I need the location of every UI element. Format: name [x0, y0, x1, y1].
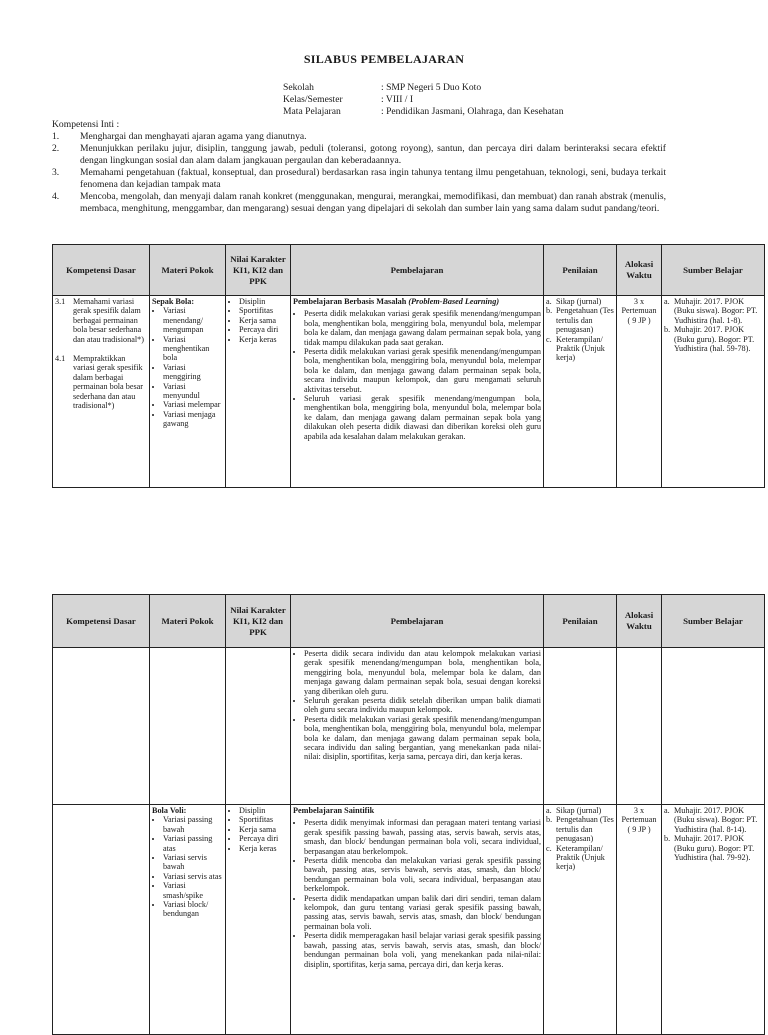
ki-item: [52, 191, 666, 215]
sumber-letter: a.: [664, 806, 670, 815]
syllabus-table-2: [52, 594, 765, 1035]
penilaian-text: Pengetahuan (Tes tertulis dan penugasan): [556, 815, 614, 844]
header-sumber: Sumber Belajar: [662, 245, 765, 296]
info-row-subject: [283, 106, 564, 118]
nilai-cell: [226, 805, 291, 1035]
pembelajaran-title: Pembelajaran Saintifik: [293, 806, 375, 815]
header-materi: Materi Pokok: [150, 245, 226, 296]
sumber-cell: [662, 296, 765, 488]
pembelajaran-item: • Seluruh variasi gerak spesifik menendang/mengumpan bola, menghentikan bola, menggiring bola, menyundul bola, melempar bola ke dalam, dan menjaga gawang dalam permainan sepak bola yang dilakukan oleh peserta didik diawasi dan diberikan koreksi oleh guru apabila ada kesalahan dalam melakukan gerakan.: [304, 394, 541, 441]
kd-item: [55, 354, 147, 410]
ki-item: [52, 143, 666, 167]
materi-item: • Variasi smash/spike: [163, 881, 223, 900]
materi-item: • Variasi menendang/ mengumpan: [163, 306, 223, 334]
sumber-item: [664, 297, 762, 325]
materi-item: • Variasi melempar: [163, 400, 223, 409]
kd-item: [55, 297, 147, 344]
ki-text: Memahami pengetahuan (faktual, konseptual, dan prosedural) berdasarkan rasa ingin tahunya tentang ilmu pengetahuan, teknologi, seni, budaya terkait fenomena dan kejadian tampak mata: [80, 167, 666, 190]
nilai-cell: [226, 296, 291, 488]
sumber-text: Muhajir. 2017. PJOK (Buku guru). Bogor: PT. Yudhistira (hal. 59-78).: [674, 325, 755, 354]
pembelajaran-cell: [291, 648, 544, 805]
materi-item: • Variasi menghentikan bola: [163, 335, 223, 363]
header-pembelajaran: Pembelajaran: [291, 595, 544, 648]
info-value: : VIII / I: [381, 94, 414, 105]
materi-cell: [150, 296, 226, 488]
info-key: Mata Pelajaran: [283, 106, 341, 117]
penilaian-item: [546, 306, 614, 334]
sumber-letter: b.: [664, 325, 671, 335]
penilaian-text: Sikap (jurnal): [556, 297, 602, 306]
nilai-item: • Percaya diri: [239, 325, 288, 334]
header-nilai: Nilai Karakter KI1, KI2 dan PPK: [226, 245, 291, 296]
kd-number: 3.1: [55, 297, 66, 306]
pembelajaran-item: • Peserta didik mencoba dan melakukan variasi gerak spesifik passing bawah, passing atas, servis bawah, servis atas, smash, dan block/ bendungan permainan bola voli, secara individual, berpasangan atau berkelompok.: [304, 856, 541, 894]
sumber-text: Muhajir. 2017. PJOK (Buku guru). Bogor: PT. Yudhistira (hal. 79-92).: [674, 834, 755, 863]
header-materi: Materi Pokok: [150, 595, 226, 648]
pembelajaran-item: • Peserta didik melakukan variasi gerak spesifik menendang/mengumpan bola, menghentikan bola, menggiring bola, menyundul bola, melempar bola ke dalam, dan menjaga gawang dalam permainan sepak bola, yang tidak mampu dilakukan pada saat gerakan.: [304, 309, 541, 347]
nilai-cell: [226, 648, 291, 805]
ki-number: 4.: [52, 191, 60, 202]
penilaian-cell: [544, 296, 617, 488]
penilaian-letter: b.: [546, 306, 553, 316]
document-title: SILABUS PEMBELAJARAN: [303, 52, 465, 66]
pembelajaran-cell: [291, 296, 544, 488]
nilai-item: • Percaya diri: [239, 834, 288, 843]
info-key: Sekolah: [283, 82, 314, 93]
penilaian-item: [546, 844, 614, 872]
pembelajaran-item: • Peserta didik mendapatkan umpan balik dari diri sendiri, teman dalam kelompok, dan guru tentang variasi gerak spesifik passing bawah, passing atas, servis bawah, servis atas, smash, dan block/ bendungan permainan bola voli.: [304, 894, 541, 932]
alokasi-cell: [617, 648, 662, 805]
nilai-item: • Kerja keras: [239, 844, 288, 853]
sumber-item: [664, 834, 762, 862]
penilaian-text: Pengetahuan (Tes tertulis dan penugasan): [556, 306, 614, 335]
penilaian-item: [546, 806, 614, 815]
table-header-row: [53, 595, 765, 648]
ki-text: Mencoba, mengolah, dan menyaji dalam ranah konkret (menggunakan, mengurai, merangkai, memodifikasi, dan membuat) dan ranah abstrak (menulis, membaca, menghitung, menggambar, dan mengarang) sesuai dengan yang dipelajari di sekolah dan sumber lain yang sama dalam sudut pandang/teori.: [80, 191, 666, 214]
alokasi-pertemuan: 3 x Pertemuan: [621, 297, 657, 316]
pembelajaran-cell: [291, 805, 544, 1035]
materi-cell: [150, 648, 226, 805]
materi-item: • Variasi menjaga gawang: [163, 410, 223, 429]
sumber-cell: [662, 648, 765, 805]
kd-cell: [53, 648, 150, 805]
penilaian-cell: [544, 648, 617, 805]
header-nilai: Nilai Karakter KI1, KI2 dan PPK: [226, 595, 291, 648]
kd-cell: [53, 805, 150, 1035]
nilai-item: • Disiplin: [239, 806, 288, 815]
ki-item: [52, 167, 666, 191]
penilaian-cell: [544, 805, 617, 1035]
nilai-item: • Disiplin: [239, 297, 288, 306]
kd-number: 4.1: [55, 354, 66, 364]
nilai-item: • Sportifitas: [239, 815, 288, 824]
info-value: : Pendidikan Jasmani, Olahraga, dan Kesehatan: [381, 106, 564, 117]
penilaian-item: [546, 815, 614, 843]
materi-item: • Variasi passing atas: [163, 834, 223, 853]
ki-item: [52, 131, 666, 143]
ki-heading: Kompetensi Inti :: [52, 119, 120, 130]
nilai-item: • Sportifitas: [239, 306, 288, 315]
materi-item: • Variasi servis bawah: [163, 853, 223, 872]
table-row: [53, 648, 765, 805]
sumber-letter: a.: [664, 297, 670, 306]
school-info: [283, 82, 564, 118]
info-row-class: [283, 94, 564, 106]
header-kd: Kompetensi Dasar: [53, 245, 150, 296]
penilaian-item: [546, 297, 614, 306]
penilaian-letter: a.: [546, 297, 552, 306]
header-pembelajaran: Pembelajaran: [291, 245, 544, 296]
table-row: [53, 296, 765, 488]
penilaian-text: Keterampilan/ Praktik (Unjuk kerja): [556, 334, 605, 363]
sumber-text: Muhajir. 2017. PJOK (Buku siswa). Bogor: PT. Yudhistira (hal. 1-8).: [674, 297, 758, 325]
header-alokasi: Alokasi Waktu: [617, 245, 662, 296]
pembelajaran-item: • Peserta didik melakukan variasi gerak spesifik menendang/mengumpan bola, menghentikan bola, menggiring bola, menyundul bola, melempar bola ke dalam, dan menjaga gawang dalam permainan sepak bola, secara individu maupun kelompok, dan guru mengamati seluruh aktivitas tersebut.: [304, 347, 541, 394]
materi-item: • Variasi menggiring: [163, 363, 223, 382]
nilai-item: • Kerja keras: [239, 335, 288, 344]
table-header-row: [53, 245, 765, 296]
info-key: Kelas/Semester: [283, 94, 343, 105]
pembelajaran-item: • Seluruh gerakan peserta didik setelah diberikan umpan balik diamati oleh guru secara individu maupun kelompok.: [304, 696, 541, 715]
materi-title: Bola Voli:: [152, 806, 187, 815]
kd-text: Mempraktikkan variasi gerak spesifik dalam berbagai permainan bola besar sederhana dan atau tradisional*): [73, 354, 144, 411]
penilaian-letter: a.: [546, 806, 552, 815]
materi-cell: [150, 805, 226, 1035]
penilaian-text: Keterampilan/ Praktik (Unjuk kerja): [556, 843, 605, 872]
ki-text: Menghargai dan menghayati ajaran agama yang dianutnya.: [80, 131, 307, 142]
pembelajaran-item: • Peserta didik memperagakan hasil belajar variasi gerak spesifik passing bawah, passing atas, servis bawah, servis atas, smash, dan block/ bendungan permainan bola voli, yang menekankan pada nilai-nilai: disiplin, sportifitas, kerja sama, percaya diri, dan kerja keras.: [304, 931, 541, 969]
ki-number: 1.: [52, 131, 60, 142]
materi-item: • Variasi block/ bendungan: [163, 900, 223, 919]
info-value: : SMP Negeri 5 Duo Koto: [381, 82, 482, 93]
penilaian-letter: c.: [546, 334, 552, 344]
pembelajaran-item: • Peserta didik secara individu dan atau kelompok melakukan variasi gerak spesifik menendang/mengumpan bola, menghentikan bola, menggiring bola, menyundul bola, melempar bola ke dalam, dan menjaga gawang dalam permainan sepak bola, sesuai dengan koreksi yang diberikan oleh guru.: [304, 649, 541, 696]
ki-number: 2.: [52, 143, 60, 154]
pembelajaran-item: • Peserta didik menyimak informasi dan peragaan materi tentang variasi gerak spesifik passing bawah, passing atas, servis bawah, servis atas, smash, dan block/ bendungan permainan bola voli, secara individual, berpasangan atau berkelompok.: [304, 818, 541, 856]
sumber-item: [664, 806, 762, 834]
ki-number: 3.: [52, 167, 60, 178]
kd-text: Memahami variasi gerak spesifik dalam berbagai permainan bola besar sederhana dan atau tradisional*): [73, 297, 144, 344]
penilaian-text: Sikap (jurnal): [556, 806, 602, 815]
pembelajaran-item: • Peserta didik melakukan variasi gerak spesifik menendang/mengumpan bola, menghentikan bola, menggiring bola, menyundul bola, melempar bola ke dalam, dan menjaga gawang dalam permainan sepak bola, secara individu dan saling bergantian, yang menekankan pada nilai-nilai: disiplin, sportifitas, kerja sama, percaya diri, dan kerja keras.: [304, 715, 541, 762]
alokasi-cell: [617, 296, 662, 488]
nilai-item: • Kerja sama: [239, 825, 288, 834]
header-penilaian: Penilaian: [544, 595, 617, 648]
kompetensi-inti: [52, 119, 666, 215]
alokasi-jp: ( 9 JP ): [627, 315, 651, 325]
materi-title: Sepak Bola:: [152, 297, 195, 306]
header-alokasi: Alokasi Waktu: [617, 595, 662, 648]
kd-cell: [53, 296, 150, 488]
pembelajaran-title-italic: (Problem-Based Learning): [408, 297, 500, 306]
sumber-letter: b.: [664, 834, 671, 844]
penilaian-letter: c.: [546, 843, 552, 853]
alokasi-jp: ( 9 JP ): [627, 824, 651, 834]
pembelajaran-title-text: Pembelajaran Berbasis Masalah: [293, 297, 407, 306]
materi-item: • Variasi passing bawah: [163, 815, 223, 834]
materi-item: • Variasi menyundul: [163, 382, 223, 401]
table-row: [53, 805, 765, 1035]
nilai-item: • Kerja sama: [239, 316, 288, 325]
header-sumber: Sumber Belajar: [662, 595, 765, 648]
pembelajaran-title: [293, 297, 541, 306]
materi-item: • Variasi servis atas: [163, 872, 223, 881]
header-kd: Kompetensi Dasar: [53, 595, 150, 648]
penilaian-letter: b.: [546, 815, 553, 825]
sumber-item: [664, 325, 762, 353]
penilaian-item: [546, 335, 614, 363]
syllabus-table-1: [52, 244, 765, 488]
sumber-text: Muhajir. 2017. PJOK (Buku siswa). Bogor: PT. Yudhistira (hal. 8-14).: [674, 806, 758, 834]
sumber-cell: [662, 805, 765, 1035]
info-row-school: [283, 82, 564, 94]
header-penilaian: Penilaian: [544, 245, 617, 296]
ki-text: Menunjukkan perilaku jujur, disiplin, tanggung jawab, peduli (toleransi, gotong royong), santun, dan percaya diri dalam berinteraksi secara efektif dengan lingkungan sosial dan alam dalam jangkauan pergaulan dan keberadaannya.: [80, 143, 666, 166]
alokasi-pertemuan: 3 x Pertemuan: [621, 806, 657, 825]
alokasi-cell: [617, 805, 662, 1035]
